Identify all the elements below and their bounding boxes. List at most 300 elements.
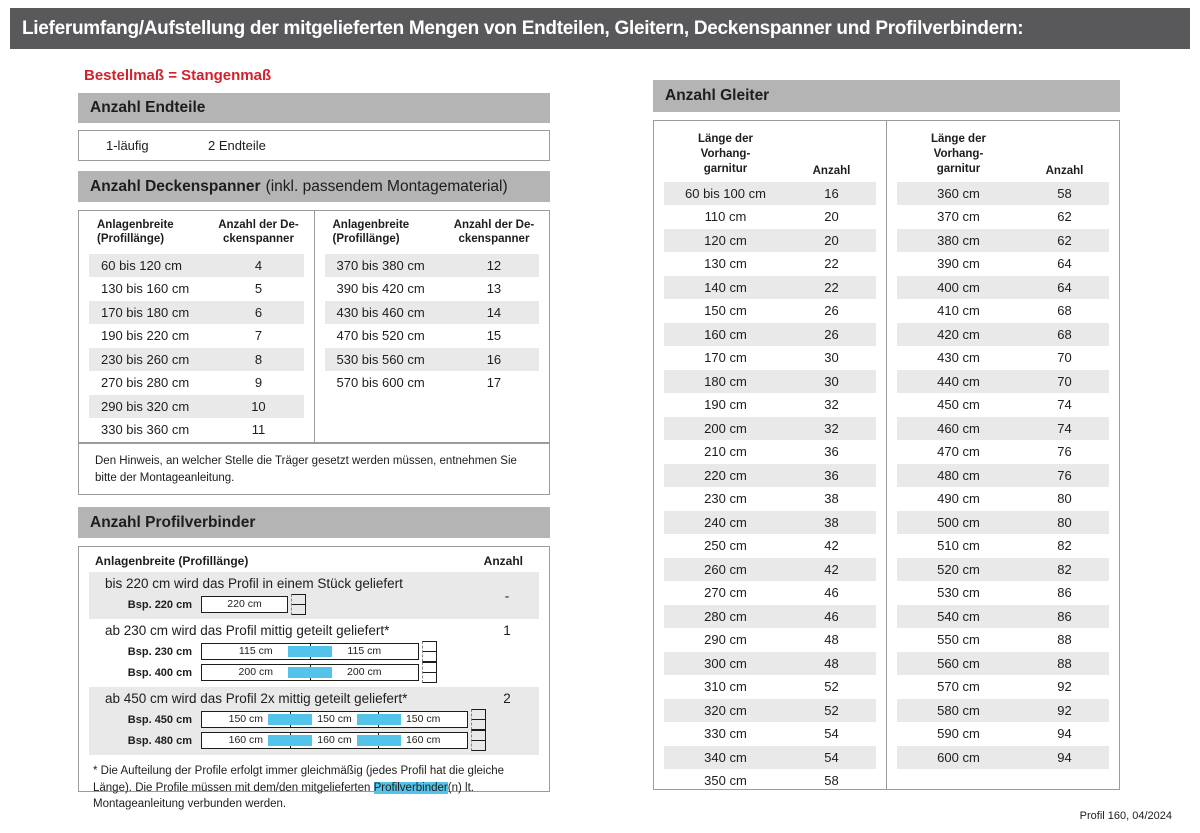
cell-laenge: 230 cm	[704, 491, 747, 507]
cell-anzahl: 42	[824, 538, 839, 554]
col-header-anzahl: Anzahl	[1045, 164, 1084, 177]
profile-segment-label: 150 cm	[290, 712, 379, 727]
endteile-table	[78, 130, 550, 161]
cell-anzahl: 48	[824, 655, 839, 671]
cell-anzahl: 88	[1057, 632, 1072, 648]
col-header-anzahl: Anzahl	[483, 554, 523, 568]
section-header-deckenspanner	[78, 171, 550, 202]
cell-laenge: 510 cm	[937, 538, 980, 554]
cell-anzahl: 80	[1057, 491, 1072, 507]
example-label: Bsp. 220 cm	[127, 598, 192, 611]
table-row	[325, 254, 540, 278]
cell-laenge: 60 bis 120 cm	[101, 257, 182, 273]
footnote-text: (n) lt. Montageanleitung verbunden werden.	[93, 781, 474, 811]
table-row	[897, 511, 1109, 535]
header-line: ckenspanner	[458, 232, 530, 245]
cell-anzahl: 48	[824, 632, 839, 648]
table-row	[89, 371, 304, 395]
table-row	[89, 418, 304, 442]
cell-anzahl: 17	[486, 375, 502, 391]
table-body	[664, 182, 876, 793]
cell-laenge: 190 cm	[704, 397, 747, 413]
cell-laenge: 170 cm	[704, 350, 747, 366]
cell-laenge: 590 cm	[937, 726, 980, 742]
example-diagram	[89, 642, 539, 661]
cell-laenge: 210 cm	[704, 444, 747, 460]
profilverbinder-connector-icon	[357, 714, 401, 725]
cell-laenge: 370 cm	[937, 209, 980, 225]
cell-anzahl: 1	[503, 623, 511, 638]
cell-anzahl: 22	[824, 279, 839, 295]
cell-anzahl: 88	[1057, 655, 1072, 671]
table-row	[897, 722, 1109, 746]
cell-laenge: 400 cm	[937, 279, 980, 295]
cell-laenge: 130 bis 160 cm	[101, 281, 190, 297]
table-row	[89, 254, 304, 278]
table-row	[664, 346, 876, 370]
cell-laenge: 480 cm	[937, 467, 980, 483]
cell-anzahl: 5	[254, 281, 263, 297]
cell-anzahl: 38	[824, 491, 839, 507]
cell-laenge: 370 bis 380 cm	[336, 257, 425, 273]
table-row	[664, 652, 876, 676]
cell-anzahl: 32	[824, 420, 839, 436]
header-line: Anlagenbreite	[332, 219, 410, 231]
profile-segment-label: 150 cm	[378, 712, 467, 727]
table-row	[897, 675, 1109, 699]
cell-laenge: 280 cm	[704, 608, 747, 624]
end-piece-icon	[471, 730, 486, 751]
footnote-text: * Die Aufteilung der Profile erfolgt immer gleichmäßig (jedes Profil hat die gleiche Länge). Die Profile müssen mit dem/den mitgelieferten	[93, 765, 505, 794]
table-body	[897, 182, 1109, 770]
profilverbinder-connector-icon	[357, 735, 401, 746]
table-row	[664, 229, 876, 253]
col-header-anzahl: Anzahl	[812, 164, 851, 177]
table-row	[325, 277, 540, 301]
table-row	[89, 348, 304, 372]
cell-anzahl: 62	[1057, 232, 1072, 248]
page-title: Lieferumfang/Aufstellung der mitgelieferten Mengen von Endteilen, Gleitern, Deckenspanner und Profilverbindern:	[10, 8, 1190, 49]
table-row	[89, 395, 304, 419]
profilverbinder-row	[89, 619, 539, 687]
table-row	[664, 252, 876, 276]
section-title: Anzahl Deckenspanner	[90, 177, 261, 195]
table-header	[897, 129, 1109, 177]
profilverbinder-rows	[79, 572, 549, 755]
profile-segment-label: 160 cm	[290, 733, 379, 748]
profile-segment-label: 220 cm	[227, 598, 262, 610]
cell-laenge: 470 cm	[937, 444, 980, 460]
example-diagram	[89, 595, 539, 614]
gleiter-left-half	[654, 121, 887, 789]
end-piece-icon	[422, 641, 437, 662]
endteile-type: 1-läufig	[106, 138, 149, 153]
table-row	[325, 324, 540, 348]
table-row	[897, 464, 1109, 488]
profilverbinder-table	[78, 546, 550, 811]
cell-laenge: 560 cm	[937, 655, 980, 671]
cell-anzahl: 30	[824, 373, 839, 389]
table-row	[897, 417, 1109, 441]
table-row	[897, 605, 1109, 629]
cell-anzahl: 9	[254, 375, 263, 391]
cell-anzahl: -	[504, 588, 510, 603]
cell-anzahl: 68	[1057, 303, 1072, 319]
table-row	[664, 769, 876, 793]
table-row	[325, 301, 540, 325]
cell-laenge: 190 bis 220 cm	[101, 328, 190, 344]
header-line: Länge der	[930, 133, 986, 145]
cell-laenge: 130 cm	[704, 256, 747, 272]
cell-laenge: 380 cm	[937, 232, 980, 248]
cell-anzahl: 20	[824, 209, 839, 225]
table-header	[664, 129, 876, 177]
table-row	[664, 464, 876, 488]
table-row	[897, 393, 1109, 417]
cell-anzahl: 26	[824, 303, 839, 319]
cell-laenge: 120 cm	[704, 232, 747, 248]
cell-anzahl: 11	[251, 422, 266, 438]
table-row	[664, 605, 876, 629]
header-line: (Profillänge)	[97, 232, 165, 245]
profile-segment-label: 160 cm	[228, 734, 264, 746]
table-row	[897, 229, 1109, 253]
table-row	[664, 440, 876, 464]
cell-laenge: 530 cm	[937, 585, 980, 601]
cell-laenge: 410 cm	[937, 303, 980, 319]
rule-text: ab 230 cm wird das Profil mittig geteilt geliefert*	[105, 623, 390, 638]
cell-anzahl: 16	[824, 185, 839, 201]
table-row	[664, 182, 876, 206]
header-line: ckenspanner	[222, 232, 294, 245]
table-row	[664, 205, 876, 229]
example-label: Bsp. 400 cm	[127, 666, 192, 679]
cell-laenge: 550 cm	[937, 632, 980, 648]
cell-laenge: 300 cm	[704, 655, 747, 671]
cell-laenge: 320 cm	[704, 702, 747, 718]
deckenspanner-table	[78, 210, 550, 443]
table-row	[664, 628, 876, 652]
cell-laenge: 360 cm	[937, 185, 980, 201]
cell-anzahl: 92	[1057, 702, 1072, 718]
header-line: garnitur	[703, 162, 748, 175]
table-row	[664, 511, 876, 535]
section-header-endteile	[78, 93, 550, 123]
table-row	[89, 324, 304, 348]
table-row	[897, 276, 1109, 300]
table-row	[325, 348, 540, 372]
example-label: Bsp. 450 cm	[127, 713, 192, 726]
example-label: Bsp. 480 cm	[127, 734, 192, 747]
cell-laenge: 440 cm	[937, 373, 980, 389]
table-row	[897, 558, 1109, 582]
col-header-anlagenbreite: Anlagenbreite (Profillänge)	[95, 554, 249, 568]
table-row	[664, 534, 876, 558]
table-row	[664, 393, 876, 417]
cell-laenge: 180 cm	[704, 373, 747, 389]
table-header	[79, 547, 549, 572]
profile-segment-label: 200 cm	[310, 665, 419, 680]
header-line: Anzahl der De-	[453, 219, 535, 231]
header-line: Anlagenbreite	[97, 219, 174, 231]
col-header-anlagenbreite	[89, 219, 213, 247]
table-row	[897, 346, 1109, 370]
table-row	[664, 675, 876, 699]
cell-laenge: 60 bis 100 cm	[685, 185, 766, 201]
table-row	[664, 699, 876, 723]
cell-laenge: 420 cm	[937, 326, 980, 342]
cell-laenge: 220 cm	[704, 467, 747, 483]
cell-laenge: 530 bis 560 cm	[336, 351, 425, 367]
table-row	[664, 746, 876, 770]
profilverbinder-row	[89, 572, 539, 619]
table-row	[664, 323, 876, 347]
cell-anzahl: 15	[486, 328, 502, 344]
table-row	[325, 371, 540, 395]
cell-anzahl: 80	[1057, 514, 1072, 530]
profile-bar	[201, 596, 288, 613]
cell-laenge: 500 cm	[937, 514, 980, 530]
profile-bar	[201, 643, 419, 660]
cell-laenge: 390 bis 420 cm	[336, 281, 425, 297]
example-diagram	[89, 710, 539, 729]
example-diagram	[89, 731, 539, 750]
cell-laenge: 270 bis 280 cm	[101, 375, 190, 391]
cell-anzahl: 46	[824, 585, 839, 601]
cell-laenge: 270 cm	[704, 585, 747, 601]
cell-laenge: 310 cm	[704, 679, 747, 695]
cell-anzahl: 2	[503, 691, 511, 706]
cell-laenge: 450 cm	[937, 397, 980, 413]
cell-anzahl: 86	[1057, 608, 1072, 624]
cell-anzahl: 38	[824, 514, 839, 530]
cell-anzahl: 6	[254, 304, 263, 320]
cell-anzahl: 16	[486, 351, 502, 367]
table-row	[664, 487, 876, 511]
cell-laenge: 430 bis 460 cm	[336, 304, 425, 320]
table-row	[664, 417, 876, 441]
cell-anzahl: 74	[1057, 397, 1072, 413]
end-piece-icon	[471, 709, 486, 730]
profile-segment-label: 115 cm	[238, 645, 273, 657]
cell-laenge: 570 cm	[937, 679, 980, 695]
section-subtitle: (inkl. passendem Montagematerial)	[265, 177, 508, 195]
cell-laenge: 290 bis 320 cm	[101, 398, 190, 414]
deckenspanner-right-half	[315, 211, 550, 442]
cell-laenge: 230 bis 260 cm	[101, 351, 190, 367]
cell-anzahl: 26	[824, 326, 839, 342]
deckenspanner-left-half	[79, 211, 315, 442]
cell-anzahl: 76	[1057, 467, 1072, 483]
profile-segment-label: 200 cm	[238, 666, 273, 678]
table-row	[897, 205, 1109, 229]
profilverbinder-connector-icon	[288, 667, 332, 678]
profilverbinder-row	[89, 687, 539, 755]
header-line: garnitur	[936, 162, 981, 175]
cell-anzahl: 46	[824, 608, 839, 624]
cell-laenge: 160 cm	[704, 326, 747, 342]
table-row	[664, 370, 876, 394]
cell-anzahl: 86	[1057, 585, 1072, 601]
profilverbinder-footnote	[79, 755, 549, 813]
table-row	[664, 722, 876, 746]
table-row	[664, 299, 876, 323]
cell-laenge: 330 cm	[704, 726, 747, 742]
cell-anzahl: 13	[486, 281, 502, 297]
profile-bar	[201, 732, 468, 749]
cell-laenge: 580 cm	[937, 702, 980, 718]
cell-anzahl: 36	[824, 444, 839, 460]
cell-laenge: 490 cm	[937, 491, 980, 507]
col-header-laenge	[897, 132, 1020, 177]
header-line: Vorhang-	[933, 147, 984, 160]
order-measure-note: Bestellmaß = Stangenmaß	[84, 67, 272, 84]
example-label: Bsp. 230 cm	[127, 645, 192, 658]
table-row	[897, 652, 1109, 676]
cell-laenge: 170 bis 180 cm	[101, 304, 190, 320]
section-title: Anzahl Endteile	[90, 99, 206, 116]
cell-anzahl: 8	[254, 351, 263, 367]
cell-anzahl: 62	[1057, 209, 1072, 225]
cell-laenge: 540 cm	[937, 608, 980, 624]
cell-laenge: 200 cm	[704, 420, 747, 436]
table-row	[897, 628, 1109, 652]
cell-anzahl: 14	[486, 304, 502, 320]
table-row	[897, 699, 1109, 723]
cell-anzahl: 74	[1057, 420, 1072, 436]
cell-anzahl: 52	[824, 702, 839, 718]
table-row	[89, 301, 304, 325]
col-header-anlagenbreite	[325, 219, 449, 247]
cell-laenge: 340 cm	[704, 749, 747, 765]
header-line: Vorhang-	[700, 147, 751, 160]
cell-anzahl: 58	[824, 773, 839, 789]
cell-anzahl: 68	[1057, 326, 1072, 342]
table-row	[897, 746, 1109, 770]
cell-anzahl: 7	[254, 328, 263, 344]
cell-laenge: 570 bis 600 cm	[336, 375, 425, 391]
cell-anzahl: 82	[1057, 538, 1072, 554]
table-row	[897, 534, 1109, 558]
endteile-count: 2 Endteile	[208, 138, 266, 153]
cell-anzahl: 92	[1057, 679, 1072, 695]
cell-anzahl: 10	[251, 398, 266, 414]
table-row	[664, 276, 876, 300]
cell-laenge: 350 cm	[704, 773, 747, 789]
header-line: Anzahl der De-	[218, 219, 299, 231]
cell-laenge: 110 cm	[704, 209, 747, 225]
profilverbinder-connector-icon	[268, 714, 312, 725]
table-body	[325, 254, 540, 395]
cell-anzahl: 64	[1057, 279, 1072, 295]
table-row	[897, 487, 1109, 511]
cell-laenge: 330 bis 360 cm	[101, 422, 190, 438]
end-piece-icon	[291, 594, 306, 615]
cell-laenge: 460 cm	[937, 420, 980, 436]
table-header	[89, 219, 304, 247]
cell-anzahl: 20	[824, 232, 839, 248]
table-row	[664, 581, 876, 605]
table-row	[897, 299, 1109, 323]
profile-segment-label: 160 cm	[378, 733, 467, 748]
cell-laenge: 260 cm	[704, 561, 747, 577]
col-header-anzahl	[449, 219, 539, 247]
cell-laenge: 250 cm	[704, 538, 747, 554]
table-row	[89, 277, 304, 301]
cell-anzahl: 36	[824, 467, 839, 483]
profile-segment-label: 115 cm	[310, 644, 419, 659]
col-header-anzahl	[213, 219, 303, 247]
cell-laenge: 140 cm	[704, 279, 747, 295]
header-line: (Profillänge)	[332, 232, 400, 245]
profilverbinder-connector-icon	[268, 735, 312, 746]
section-header-gleiter	[653, 80, 1120, 112]
profile-bar	[201, 711, 468, 728]
table-row	[897, 440, 1109, 464]
cell-anzahl: 58	[1057, 185, 1072, 201]
gleiter-right-half	[887, 121, 1119, 789]
document-footer: Profil 160, 04/2024	[1079, 810, 1172, 822]
cell-anzahl: 52	[824, 679, 839, 695]
cell-anzahl: 54	[824, 749, 839, 765]
section-header-profilverbinder	[78, 507, 550, 538]
cell-laenge: 390 cm	[937, 256, 980, 272]
cell-anzahl: 54	[824, 726, 839, 742]
gleiter-table	[653, 120, 1120, 790]
profilverbinder-connector-icon	[288, 646, 332, 657]
example-diagram	[89, 663, 539, 682]
deckenspanner-note: Den Hinweis, an welcher Stelle die Träger gesetzt werden müssen, entnehmen Sie bitte der Montageanleitung.	[78, 443, 550, 495]
cell-anzahl: 64	[1057, 256, 1072, 272]
cell-anzahl: 22	[824, 256, 839, 272]
cell-anzahl: 12	[486, 257, 502, 273]
table-row	[897, 581, 1109, 605]
table-row	[897, 370, 1109, 394]
cell-anzahl: 70	[1057, 373, 1072, 389]
table-row	[897, 182, 1109, 206]
table-body	[89, 254, 304, 442]
table-header	[325, 219, 540, 247]
rule-text: ab 450 cm wird das Profil 2x mittig geteilt geliefert*	[105, 691, 408, 706]
section-title: Anzahl Profilverbinder	[90, 513, 256, 531]
cell-anzahl: 42	[824, 561, 839, 577]
cell-anzahl: 94	[1057, 726, 1072, 742]
col-header-laenge	[664, 132, 787, 177]
cell-anzahl: 30	[824, 350, 839, 366]
cell-anzahl: 94	[1057, 749, 1072, 765]
header-line: Länge der	[697, 133, 753, 145]
cell-laenge: 520 cm	[937, 561, 980, 577]
cell-anzahl: 4	[254, 257, 263, 273]
table-row	[664, 558, 876, 582]
footnote-highlight: Profilverbinder	[373, 781, 448, 794]
cell-laenge: 600 cm	[937, 749, 980, 765]
table-row	[897, 323, 1109, 347]
table-row	[897, 252, 1109, 276]
cell-laenge: 290 cm	[704, 632, 747, 648]
profile-segment-label: 150 cm	[228, 713, 264, 725]
cell-anzahl: 82	[1057, 561, 1072, 577]
cell-laenge: 150 cm	[704, 303, 747, 319]
cell-laenge: 470 bis 520 cm	[336, 328, 425, 344]
section-title: Anzahl Gleiter	[665, 87, 770, 104]
cell-anzahl: 32	[824, 397, 839, 413]
profile-bar	[201, 664, 419, 681]
cell-laenge: 430 cm	[937, 350, 980, 366]
cell-laenge: 240 cm	[704, 514, 747, 530]
cell-anzahl: 76	[1057, 444, 1072, 460]
end-piece-icon	[422, 662, 437, 683]
